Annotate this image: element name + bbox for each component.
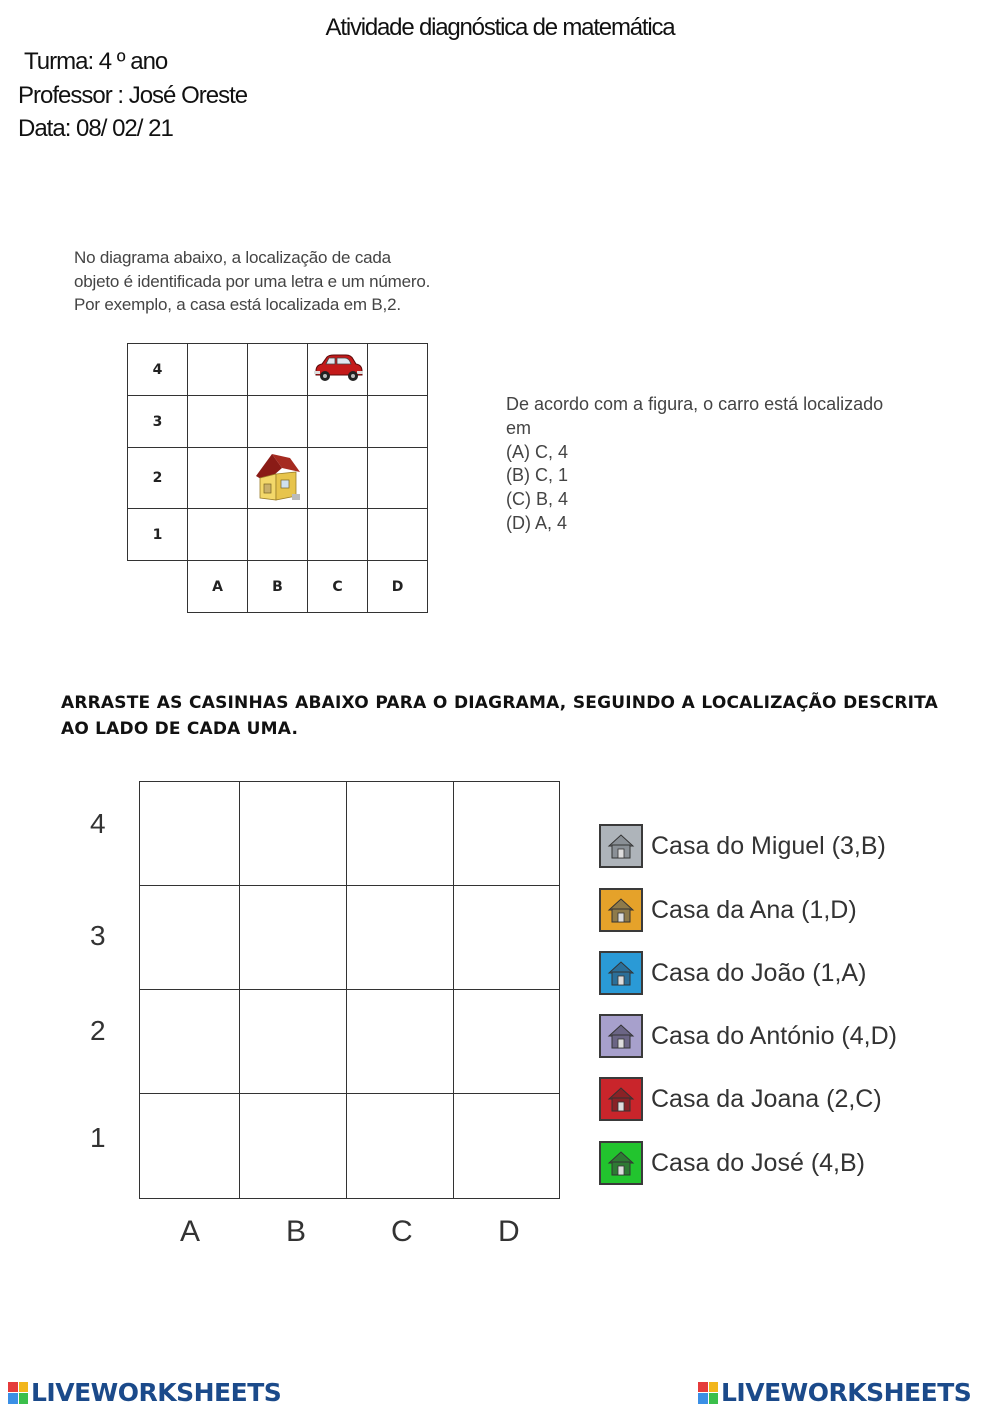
- grid-cell: [308, 509, 368, 561]
- answer-option: (A) C, 4: [506, 441, 569, 462]
- drop-cell-C3[interactable]: [346, 885, 454, 990]
- drop-cell-D2[interactable]: [453, 989, 560, 1094]
- legend-item: [599, 886, 857, 934]
- liveworksheets-logo-icon: [8, 1382, 28, 1404]
- question-text: em: [506, 417, 532, 438]
- legend-item: [599, 1012, 897, 1060]
- house-icon: [252, 448, 304, 504]
- footer-brand-left: LIVEWORKSHEETS: [8, 1378, 281, 1407]
- legend-label: Casa do João (1,A): [651, 958, 867, 987]
- row-label: 2: [128, 448, 188, 509]
- legend-item: [599, 949, 866, 997]
- grid-cell: [248, 509, 308, 561]
- drop-cell-D3[interactable]: [453, 885, 560, 990]
- legend-label: Casa da Ana (1,D): [651, 895, 857, 924]
- row-label: 1: [90, 1122, 106, 1153]
- intro-line: objeto é identificada por uma letra e um número.: [74, 271, 431, 291]
- legend-label: Casa da Joana (2,C): [651, 1084, 882, 1113]
- legend-item: [599, 1075, 882, 1123]
- professor-label: Professor : José Oreste: [18, 82, 248, 109]
- drop-cell-D1[interactable]: [453, 1093, 560, 1199]
- row-label: 4: [90, 808, 106, 839]
- car-icon: [310, 353, 366, 383]
- grid-cell: [308, 396, 368, 448]
- drop-cell-A4[interactable]: [139, 781, 240, 886]
- page-title: Atividade diagnóstica de matemática: [325, 14, 675, 41]
- question-block: [506, 393, 936, 536]
- drop-cell-C4[interactable]: [346, 781, 454, 886]
- col-label: B: [248, 561, 308, 613]
- grid-cell: [188, 344, 248, 396]
- draggable-house-icon[interactable]: [599, 824, 643, 868]
- grid-cell: [188, 396, 248, 448]
- answer-option: (B) C, 1: [506, 465, 569, 486]
- grid-corner: [128, 561, 188, 613]
- liveworksheets-logo-icon: [698, 1382, 718, 1404]
- example-grid: [127, 343, 428, 613]
- drop-cell-A1[interactable]: [139, 1093, 240, 1199]
- drop-cell-C1[interactable]: [346, 1093, 454, 1199]
- drop-cell-D4[interactable]: [453, 781, 560, 886]
- row-label: 3: [90, 920, 106, 951]
- row-label: 3: [128, 396, 188, 448]
- date-label: Data: 08/ 02/ 21: [18, 115, 173, 142]
- legend-label: Casa do António (4,D): [651, 1021, 897, 1050]
- grid-cell: [188, 448, 248, 509]
- grid-cell: [188, 509, 248, 561]
- col-label: A: [188, 561, 248, 613]
- col-label: C: [308, 561, 368, 613]
- drop-cell-B1[interactable]: [239, 1093, 347, 1199]
- grid-cell: [248, 396, 308, 448]
- exercise1-intro: [74, 246, 494, 317]
- grid-cell: [368, 448, 428, 509]
- draggable-house-icon[interactable]: [599, 1141, 643, 1185]
- grid-cell: [248, 448, 308, 509]
- legend-label: Casa do José (4,B): [651, 1148, 865, 1177]
- question-text: De acordo com a figura, o carro está localizado: [506, 394, 884, 414]
- row-label: 2: [90, 1015, 106, 1046]
- col-label: D: [498, 1215, 520, 1248]
- legend-label: Casa do Miguel (3,B): [651, 831, 886, 860]
- grid-cell: [368, 509, 428, 561]
- draggable-house-icon[interactable]: [599, 888, 643, 932]
- col-label: A: [180, 1215, 201, 1248]
- grid-cell: [368, 344, 428, 396]
- draggable-house-icon[interactable]: [599, 951, 643, 995]
- row-label: 1: [128, 509, 188, 561]
- legend-item: [599, 1139, 865, 1187]
- drop-cell-A2[interactable]: [139, 989, 240, 1094]
- grid-cell: [368, 396, 428, 448]
- grid-cell: [308, 448, 368, 509]
- drop-cell-B3[interactable]: [239, 885, 347, 990]
- legend-item: [599, 822, 886, 870]
- row-label: 4: [128, 344, 188, 396]
- answer-option: (C) B, 4: [506, 489, 569, 510]
- col-label: D: [368, 561, 428, 613]
- answer-option: (D) A, 4: [506, 512, 568, 533]
- grid-cell: [308, 344, 368, 396]
- drop-cell-B2[interactable]: [239, 989, 347, 1094]
- drop-cell-A3[interactable]: [139, 885, 240, 990]
- footer-brand-right: LIVEWORKSHEETS: [698, 1378, 971, 1407]
- drop-cell-B4[interactable]: [239, 781, 347, 886]
- drop-cell-C2[interactable]: [346, 989, 454, 1094]
- intro-line: Por exemplo, a casa está localizada em B,2.: [74, 295, 401, 314]
- col-label: C: [391, 1215, 413, 1248]
- draggable-house-icon[interactable]: [599, 1077, 643, 1121]
- grid-cell: [248, 344, 308, 396]
- drop-grid[interactable]: [139, 781, 560, 1199]
- draggable-house-icon[interactable]: [599, 1014, 643, 1058]
- turma-label: Turma: 4 º ano: [24, 48, 168, 75]
- intro-line: No diagrama abaixo, a localização de cada: [74, 248, 391, 267]
- col-label: B: [286, 1215, 307, 1248]
- drag-instruction: ARRASTE AS CASINHAS ABAIXO PARA O DIAGRAMA, SEGUINDO A LOCALIZAÇÃO DESCRITA AO LADO DE CADA UMA.: [61, 693, 938, 739]
